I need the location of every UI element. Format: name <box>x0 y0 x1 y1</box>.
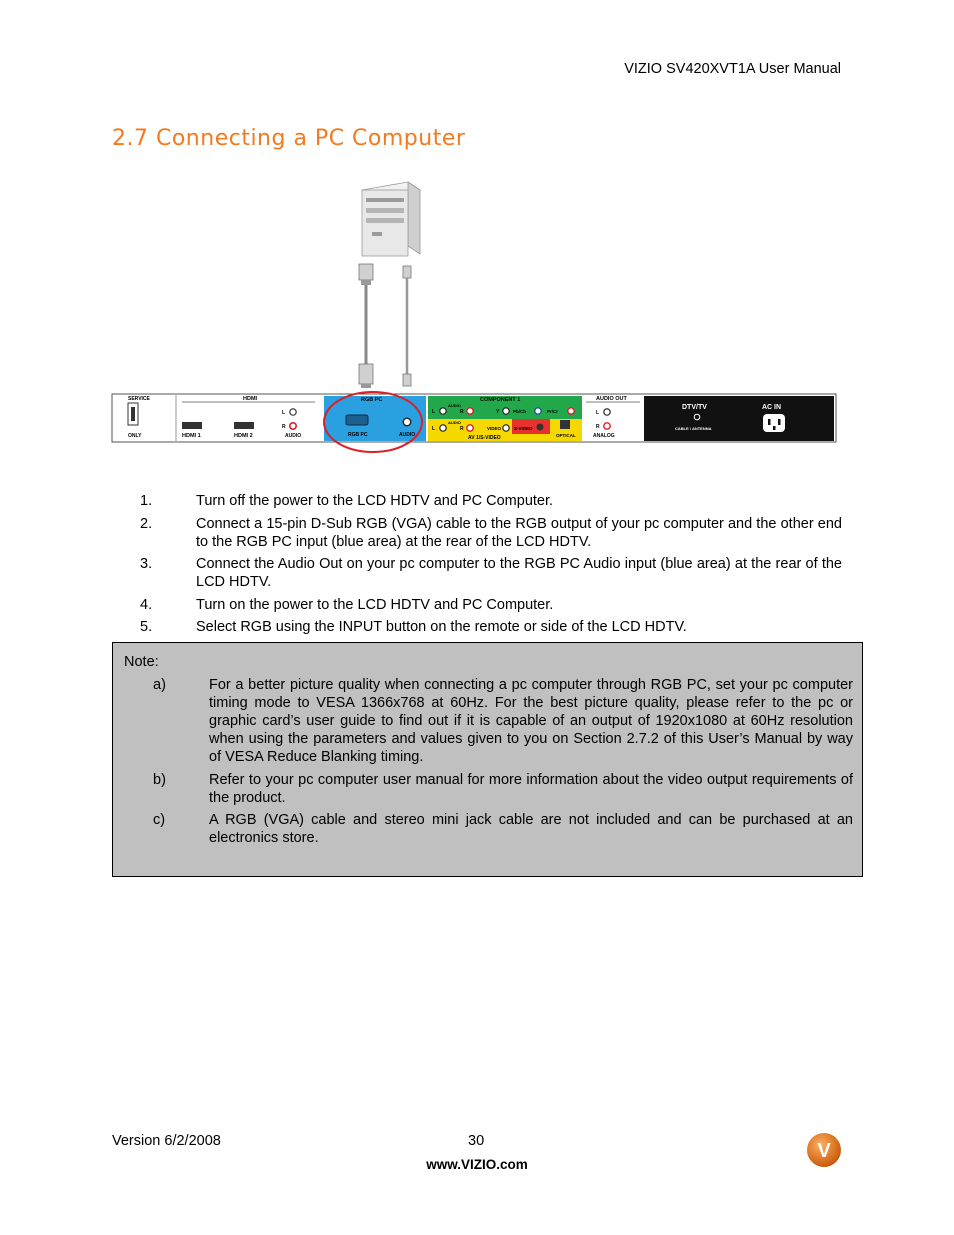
step-number: 1. <box>140 493 153 509</box>
step-item <box>140 618 842 636</box>
panel-audio-out-l: L <box>596 410 600 416</box>
panel-component-header: COMPONENT 1 <box>480 397 521 403</box>
panel-service-only-label: ONLY <box>128 433 142 439</box>
note-item <box>153 811 853 847</box>
panel-hdmi-header: HDMI <box>243 396 258 402</box>
panel-comp-r: R <box>460 409 464 415</box>
panel-rgb-header: RGB PC <box>361 397 383 403</box>
panel-comp-l: L <box>432 409 436 415</box>
panel-comp-pr: Pr/Cr <box>547 409 559 414</box>
panel-optical-label: OPTICAL <box>556 433 576 438</box>
panel-comp-audio-label: AUDIO <box>448 403 461 408</box>
panel-dtv-label: DTV/TV <box>682 404 707 411</box>
step-number: 4. <box>140 596 153 613</box>
step-item <box>140 596 842 614</box>
step-text: Select RGB using the INPUT button on the remote or side of the LCD HDTV. <box>196 619 687 635</box>
step-number: 3. <box>140 556 153 572</box>
audio-cable-icon <box>403 266 411 386</box>
panel-audio-out-r: R <box>596 424 600 430</box>
note-item-text: A RGB (VGA) cable and stereo mini jack cable are not included and can be purchased at an electronics store. <box>209 812 853 846</box>
step-text: Connect a 15-pin D-Sub RGB (VGA) cable to the RGB output of your pc computer and the other end to the RGB PC input (blue area) at the rear of the LCD HDTV. <box>196 515 842 550</box>
step-text: Turn off the power to the LCD HDTV and PC Computer. <box>196 493 554 509</box>
step-item <box>140 555 842 591</box>
panel-hdmi2-label: HDMI 2 <box>234 433 253 439</box>
panel-service-label: SERVICE <box>128 396 150 402</box>
panel-comp-pb: Pb/Cb <box>513 409 526 414</box>
note-label: Note: <box>124 654 159 670</box>
note-item <box>153 771 853 807</box>
note-item-label: a) <box>153 677 166 693</box>
panel-hdmi-audio-label: AUDIO <box>285 433 302 439</box>
panel-ac-in-label: AC IN <box>762 404 782 411</box>
panel-av-r: R <box>460 426 464 432</box>
note-item-label: c) <box>153 812 166 828</box>
panel-hdmi1-label: HDMI 1 <box>182 433 201 439</box>
instruction-steps <box>140 492 842 641</box>
step-item <box>140 515 842 551</box>
panel-audio-out-header: AUDIO OUT <box>596 396 627 402</box>
step-number: 5. <box>140 619 153 635</box>
panel-cable-antenna-label: CABLE / ANTENNA <box>675 426 712 431</box>
pc-tower-icon <box>362 182 420 256</box>
panel-rgb-audio-label: AUDIO <box>399 432 416 438</box>
note-item-label: b) <box>153 771 166 788</box>
step-number: 2. <box>140 515 153 532</box>
panel-video-label: VIDEO <box>487 426 502 431</box>
note-item-text: For a better picture quality when connecting a pc computer through RGB PC, set your pc computer timing mode to VESA 1366x768 at 60Hz. For the best picture quality, please refer to the pc or graphic card’s user guide to find out if it is capable of an output of 1920x1080 at 60Hz resolution when using the parameters and values given to you on Section 2.7.2 of this User’s Manual by way of VESA Reduce Blanking timing. <box>209 677 853 765</box>
page-number: 30 <box>468 1133 485 1149</box>
step-item <box>140 492 842 510</box>
panel-rgb-pc-label: RGB PC <box>348 432 368 438</box>
manual-header: VIZIO SV420XVT1A User Manual <box>624 61 841 77</box>
note-item <box>153 676 853 766</box>
footer-url: www.VIZIO.com <box>426 1157 528 1172</box>
note-list <box>153 676 853 852</box>
note-item-text: Refer to your pc computer user manual for more information about the video output requirements of the product. <box>209 771 853 806</box>
svg-text:V: V <box>817 1140 831 1162</box>
panel-svideo-label: S-VIDEO <box>514 426 533 431</box>
panel-av-footer: AV 1/S-VIDEO <box>468 435 501 441</box>
step-text: Turn on the power to the LCD HDTV and PC Computer. <box>196 596 554 613</box>
vizio-logo-icon <box>804 1130 844 1170</box>
section-title: 2.7 Connecting a PC Computer <box>112 126 466 151</box>
pc-connection-diagram <box>110 176 840 456</box>
panel-comp-y: Y <box>496 409 500 415</box>
panel-hdmi-audio-r: R <box>282 424 286 430</box>
step-text: Connect the Audio Out on your pc computer to the RGB PC Audio input (blue area) at the rear of the LCD HDTV. <box>196 556 842 590</box>
vga-cable-icon <box>359 264 373 388</box>
panel-av-l: L <box>432 426 436 432</box>
panel-av-audio-label: AUDIO <box>448 420 461 425</box>
note-box <box>112 642 863 877</box>
panel-analog-label: ANALOG <box>593 433 615 439</box>
tv-rear-panel <box>112 394 836 442</box>
panel-hdmi-audio-l: L <box>282 410 286 416</box>
footer-version: Version 6/2/2008 <box>112 1133 221 1149</box>
